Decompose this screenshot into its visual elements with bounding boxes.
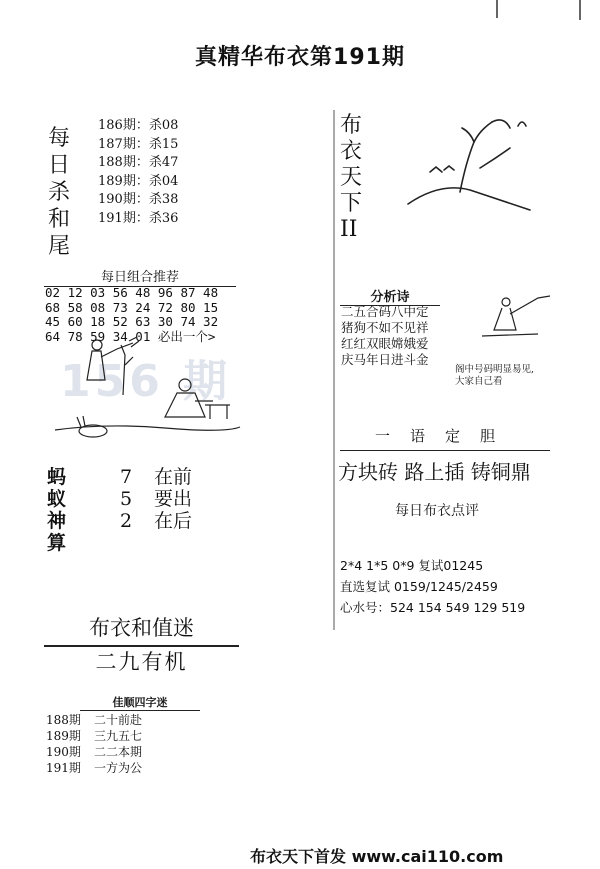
list-item: 02 12 03 56 48 96 87 48 xyxy=(45,285,219,300)
list-item: 188期 二十前赴 xyxy=(46,713,143,727)
list-item: 188期：杀47 xyxy=(98,155,179,170)
vertical-divider xyxy=(333,110,337,630)
dianping-title: 每日布衣点评 xyxy=(395,503,479,519)
list-item: 猪狗不如不见祥 xyxy=(341,320,429,335)
dianping-lines xyxy=(340,555,525,618)
list-item: 庆马年日进斗金 xyxy=(341,352,429,367)
list-item: 187期：杀15 xyxy=(98,136,179,152)
list-item: 190期：杀38 xyxy=(98,192,179,207)
scholars-illustration xyxy=(45,335,245,440)
list-item: 二五合码八中定 xyxy=(341,304,429,319)
footer-site: 布衣天下首发 www.cai110.com xyxy=(250,847,504,866)
list-item: 189期 三九五七 xyxy=(46,729,143,743)
list-item: 直选复试 0159/1245/2459 xyxy=(340,579,498,594)
list-item: 45 60 18 52 63 30 74 32 xyxy=(45,314,219,329)
buyi-tianxia-heading: 布 衣 天 下 II xyxy=(340,113,363,242)
corner-lines xyxy=(0,0,600,30)
poem-title: 分析诗 xyxy=(340,286,440,306)
list-item: 7 在前 xyxy=(120,466,193,488)
list-item: 191期：杀36 xyxy=(98,210,179,226)
ant-heading: 蚂 蚁 神 算 xyxy=(47,466,67,554)
yiyu-title: 一语定胆 xyxy=(340,425,550,451)
list-item: 红红双眼嫦娥爱 xyxy=(341,336,429,351)
list-item: 191期 一方为公 xyxy=(46,761,143,775)
yiyu-text: 方块砖 路上插 铸铜鼎 xyxy=(338,460,531,484)
seated-figure-illustration xyxy=(478,290,558,350)
combo-title: 每日组合推荐 xyxy=(44,266,236,287)
list-item: 心水号：524 154 549 129 519 xyxy=(340,600,526,615)
page-title: 真精华布衣第191期 xyxy=(195,45,405,70)
list-item: 186期：杀08 xyxy=(98,118,179,133)
list-item: 2*4 1*5 0*9 复试01245 xyxy=(340,558,484,573)
kill-tail-list xyxy=(98,117,178,228)
list-item: 68 58 08 73 24 72 80 15 xyxy=(45,299,219,315)
list-item: 64 78 59 34 01 必出一个> xyxy=(45,328,216,344)
kill-tail-heading: 每 日 杀 和 尾 xyxy=(48,126,71,259)
list-item: 189期：杀04 xyxy=(98,173,179,189)
hezhi-value: 二九有机 xyxy=(95,650,188,674)
poem-lines xyxy=(341,304,429,368)
list-item: 190期 二二本期 xyxy=(46,745,143,759)
jiashun-list xyxy=(46,712,142,776)
watermark-text: 156 期 xyxy=(60,356,232,407)
list-item: 5 要出 xyxy=(120,488,193,510)
jiashun-title: 佳顺四字迷 xyxy=(80,694,200,711)
poem-note: 阁中号码明显易见, 大家自己看 xyxy=(455,364,535,387)
hezhi-title: 布衣和值迷 xyxy=(44,612,239,647)
ant-lines xyxy=(120,466,192,532)
ink-tree-illustration xyxy=(400,112,540,222)
list-item: 2 在后 xyxy=(120,510,193,532)
